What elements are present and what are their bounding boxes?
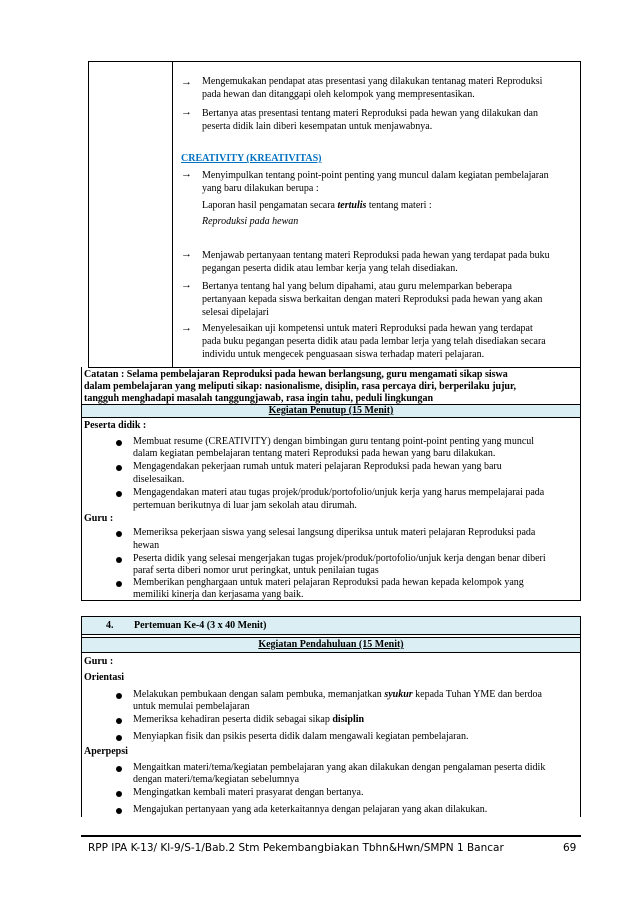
bullet-icon — [116, 491, 122, 497]
list-item-line: yang baru dilakukan berupa : — [202, 183, 319, 194]
list-item-line: selesai dipelajari — [202, 307, 269, 318]
pertemuan-title: Pertemuan Ke-4 (3 x 40 Menit) — [134, 620, 267, 631]
list-item-line: untuk memulai pembelajaran — [133, 701, 250, 712]
guru-label: Guru : — [84, 656, 114, 667]
list-item-line: Menjawab pertanyaan tentang materi Reproduksi pada hewan yang terdapat pada buku — [202, 250, 550, 261]
creativity-heading: CREATIVITY (KREATIVITAS) — [181, 153, 322, 164]
bullet-icon — [116, 791, 122, 797]
list-item-line: pada hewan dan ditanggapi oleh kelompok yang mempresentasikan. — [202, 89, 475, 100]
list-item-line: Membuat resume (CREATIVITY) dengan bimbingan guru tentang point-point penting yang muncul — [133, 436, 535, 447]
page-number: 69 — [563, 842, 577, 854]
bullet-icon — [116, 808, 122, 814]
list-item-line: pada buku pegangan peserta didik atau pada lembar lerja yang telah disediakan secara — [202, 336, 546, 347]
list-item-line: Memberikan penghargaan untuk materi pelajaran Reproduksi pada hewan kepada kelompok yang — [133, 577, 524, 588]
apersepsi-label: Aperpepsi — [84, 746, 128, 757]
list-item-line: Mengemukakan pendapat atas presentasi yang dilakukan tentanag materi Reproduksi — [202, 76, 543, 87]
catatan-line: dalam pembelajaran yang meliputi sikap: nasionalisme, disiplin, rasa percaya diri, berperilaku jujur, — [84, 381, 516, 392]
list-item-line: Menyiapkan fisik dan psikis peserta didik dalam mengawali kegiatan pembelajaran. — [133, 731, 469, 742]
list-item-line: dalam kegiatan pembelajaran tentang materi Reproduksi pada hewan yang baru dilakukan. — [133, 448, 496, 459]
list-item-line: Mengagendakan materi atau tugas projek/produk/portofolio/unjuk kerja yang harus mempelajarai pada — [133, 487, 545, 498]
pertemuan-number: 4. — [106, 620, 114, 631]
list-item-line: diselesaikan. — [133, 474, 185, 485]
list-item-line: Mengaitkan materi/tema/kegiatan pembelajaran yang akan dilakukan dengan pengalaman peserta didik — [133, 762, 546, 773]
pendahuluan-heading: Kegiatan Pendahuluan (15 Menit) — [258, 639, 404, 650]
list-item-line: Memeriksa kehadiran peserta didik sebagai sikap disiplin — [133, 714, 365, 725]
list-item-line: Mengingatkan kembali materi prasyarat dengan bertanya. — [133, 787, 364, 798]
list-item-line: Melakukan pembukaan dengan salam pembuka, memanjatkan syukur kepada Tuhan YME dan berdoa — [133, 689, 542, 700]
list-item-line: Bertanya tentang hal yang belum dipahami, atau guru melemparkan beberapa — [202, 281, 512, 292]
list-item-line: Mengajukan pertanyaan yang ada keterkaitannya dengan pelajaran yang akan dilakukan. — [133, 804, 488, 815]
list-item-line: memiliki kinerja dan kerjasama yang baik. — [133, 589, 304, 600]
arrow-icon: → — [181, 322, 192, 334]
bullet-icon — [116, 440, 122, 446]
list-item-line: pertemuan berikutnya di luar jam sekolah atau dirumah. — [133, 500, 357, 511]
footer-rule — [81, 835, 581, 837]
list-item-line: Peserta didik yang selesai mengerjakan tugas projek/produk/portofolio/unjuk kerja dengan benar diberi — [133, 553, 546, 564]
footer-text: RPP IPA K-13/ Kl-9/S-1/Bab.2 Stm Pekembangbiakan Tbhn&Hwn/SMPN 1 Bancar — [88, 842, 504, 854]
peserta-label: Peserta didik : — [84, 420, 147, 431]
penutup-heading: Kegiatan Penutup (15 Menit) — [268, 405, 394, 416]
bullet-icon — [116, 693, 122, 699]
catatan-line: Catatan : Selama pembelajaran Reproduksi pada hewan berlangsung, guru mengamati sikap siswa — [84, 369, 508, 380]
arrow-icon: → — [181, 248, 192, 260]
materi-name: Reproduksi pada hewan — [202, 216, 299, 227]
list-item-line: Menyelesaikan uji kompetensi untuk materi Reproduksi pada hewan yang terdapat — [202, 323, 533, 334]
arrow-icon: → — [181, 76, 192, 88]
orientasi-label: Orientasi — [84, 672, 124, 683]
list-item-line: dengan materi/tema/kegiatan sebelumnya — [133, 774, 300, 785]
catatan-line: tangguh menghadapi masalah tanggungjawab, rasa ingin tahu, peduli lingkungan — [84, 393, 434, 404]
list-item-line: pertanyaan kepada siswa berkaitan dengan materi Reproduksi pada hewan yang akan — [202, 294, 543, 305]
list-item-line: peserta didik lain diberi kesempatan untuk menjawabnya. — [202, 121, 433, 132]
laporan-line: Laporan hasil pengamatan secara tertulis tentang materi : — [202, 200, 432, 211]
list-item-line: Menyimpulkan tentang point-point penting yang muncul dalam kegiatan pembelajaran — [202, 170, 549, 181]
list-item-line: Mengagendakan pekerjaan rumah untuk materi pelajaran Reproduksi pada hewan yang baru — [133, 461, 502, 472]
bullet-icon — [116, 718, 122, 724]
list-item-line: pegangan peserta didik atau lembar kerja yang telah disediakan. — [202, 263, 458, 274]
bullet-icon — [116, 531, 122, 537]
bullet-icon — [116, 766, 122, 772]
arrow-icon: → — [181, 106, 192, 118]
list-item-line: Bertanya atas presentasi tentang materi Reproduksi pada hewan yang dilakukan dan — [202, 108, 538, 119]
guru-label: Guru : — [84, 513, 114, 524]
list-item-line: hewan — [133, 540, 160, 551]
arrow-icon: → — [181, 168, 192, 180]
bullet-icon — [116, 735, 122, 741]
bullet-icon — [116, 557, 122, 563]
bullet-icon — [116, 581, 122, 587]
list-item-line: paraf serta diberi nomor urut peringkat, untuk penilaian tugas — [133, 565, 379, 576]
bullet-icon — [116, 465, 122, 471]
list-item-line: Memeriksa pekerjaan siswa yang selesai langsung diperiksa untuk materi pelajaran Reproduksi pada — [133, 527, 536, 538]
arrow-icon: → — [181, 279, 192, 291]
list-item-line: individu untuk mengecek penguasaan siswa terhadap materi pelajaran. — [202, 349, 485, 360]
